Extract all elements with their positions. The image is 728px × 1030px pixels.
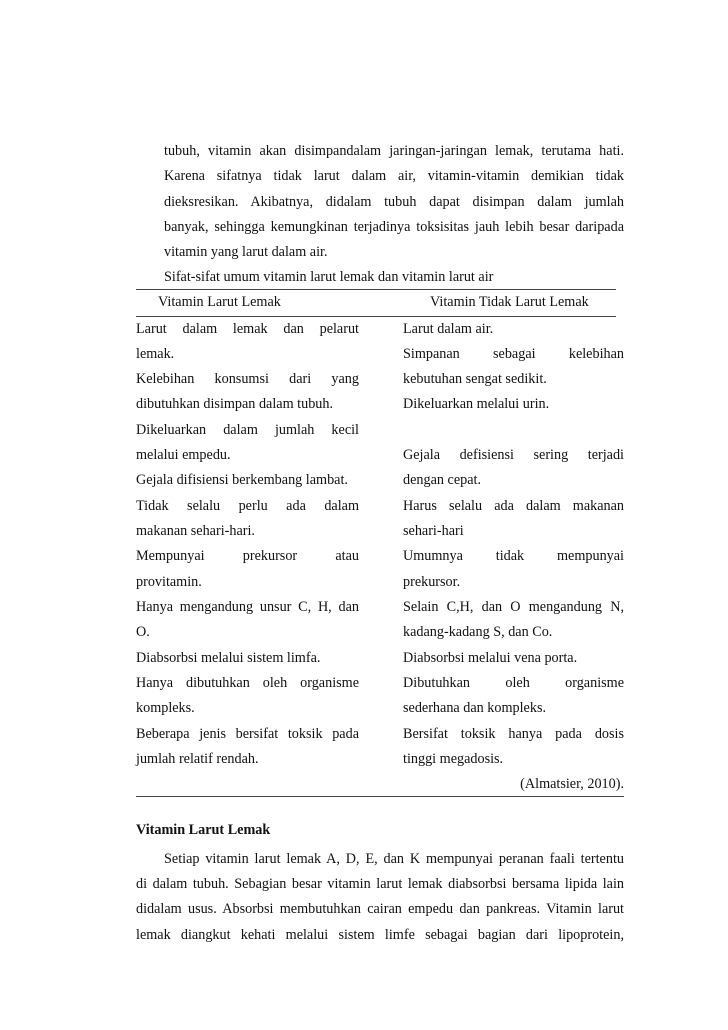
- table-source: (Almatsier, 2010).: [520, 776, 624, 792]
- left-cell-line: Tidak selalu perlu ada dalam: [136, 498, 359, 514]
- right-cell-line: Bersifat toksik hanya pada dosis: [403, 726, 624, 742]
- left-cell-line: provitamin.: [136, 574, 202, 590]
- left-cell-line: Kelebihan konsumsi dari yang: [136, 371, 359, 387]
- right-cell-line: tinggi megadosis.: [403, 751, 504, 767]
- left-cell-line: lemak.: [136, 346, 175, 362]
- right-cell-line: prekursor.: [403, 574, 461, 590]
- section-line: didalam usus. Absorbsi membutuhkan cairan empedu dan pankreas. Vitamin larut: [136, 901, 624, 917]
- left-cell-line: dibutuhkan disimpan dalam tubuh.: [136, 396, 334, 412]
- right-cell-line: kadang-kadang S, dan Co.: [403, 624, 553, 640]
- right-cell-line: Umumnya tidak mempunyai: [403, 548, 624, 564]
- right-cell-line: dengan cepat.: [403, 472, 481, 488]
- table-bottom-rule: [136, 796, 624, 797]
- left-cell-line: Gejala difisiensi berkembang lambat.: [136, 472, 348, 488]
- left-cell-line: melalui empedu.: [136, 447, 231, 463]
- left-cell-line: Hanya dibutuhkan oleh organisme: [136, 675, 359, 691]
- left-cell-line: makanan sehari-hari.: [136, 523, 255, 539]
- section-heading: Vitamin Larut Lemak: [136, 822, 271, 838]
- intro-line: Karena sifatnya tidak larut dalam air, vitamin-vitamin demikian tidak: [164, 168, 624, 184]
- left-cell-line: Larut dalam lemak dan pelarut: [136, 321, 359, 337]
- intro-line: vitamin yang larut dalam air.: [164, 244, 328, 260]
- intro-line: banyak, sehingga kemungkinan terjadinya toksisitas jauh lebih besar daripada: [164, 219, 624, 235]
- table-header-water-soluble: Vitamin Tidak Larut Lemak: [430, 294, 589, 310]
- left-cell-line: Hanya mengandung unsur C, H, dan: [136, 599, 359, 615]
- right-cell-line: Larut dalam air.: [403, 321, 494, 337]
- left-cell-line: kompleks.: [136, 700, 195, 716]
- right-cell-line: sederhana dan kompleks.: [403, 700, 547, 716]
- right-cell-line: Harus selalu ada dalam makanan: [403, 498, 624, 514]
- section-line: di dalam tubuh. Sebagian besar vitamin larut lemak diabsorbsi bersama lipida lain: [136, 876, 624, 892]
- left-cell-line: jumlah relatif rendah.: [136, 751, 259, 767]
- table-top-rule: [136, 289, 616, 290]
- right-cell-line: Selain C,H, dan O mengandung N,: [403, 599, 624, 615]
- right-cell-line: kebutuhan sengat sedikit.: [403, 371, 547, 387]
- left-cell-line: Mempunyai prekursor atau: [136, 548, 359, 564]
- right-cell-line: Dikeluarkan melalui urin.: [403, 396, 550, 412]
- right-cell-line: sehari-hari: [403, 523, 464, 539]
- table-header-fat-soluble: Vitamin Larut Lemak: [158, 294, 281, 310]
- right-cell-line: Diabsorbsi melalui vena porta.: [403, 650, 578, 666]
- right-cell-line: Dibutuhkan oleh organisme: [403, 675, 624, 691]
- right-cell-line: Simpanan sebagai kelebihan: [403, 346, 624, 362]
- left-cell-line: Diabsorbsi melalui sistem limfa.: [136, 650, 321, 666]
- intro-line: dieksresikan. Akibatnya, didalam tubuh dapat disimpan dalam jumlah: [164, 194, 624, 210]
- table-caption: Sifat-sifat umum vitamin larut lemak dan vitamin larut air: [164, 269, 494, 285]
- left-cell-line: O.: [136, 624, 150, 640]
- table-header-rule: [136, 316, 616, 317]
- right-cell-line: Gejala defisiensi sering terjadi: [403, 447, 624, 463]
- left-cell-line: Beberapa jenis bersifat toksik pada: [136, 726, 359, 742]
- section-line: Setiap vitamin larut lemak A, D, E, dan K mempunyai peranan faali tertentu: [164, 851, 624, 867]
- left-cell-line: Dikeluarkan dalam jumlah kecil: [136, 422, 359, 438]
- intro-line: tubuh, vitamin akan disimpandalam jaringan-jaringan lemak, terutama hati.: [164, 143, 624, 159]
- section-line: lemak diangkut kehati melalui sistem limfe sebagai bagian dari lipoprotein,: [136, 927, 624, 943]
